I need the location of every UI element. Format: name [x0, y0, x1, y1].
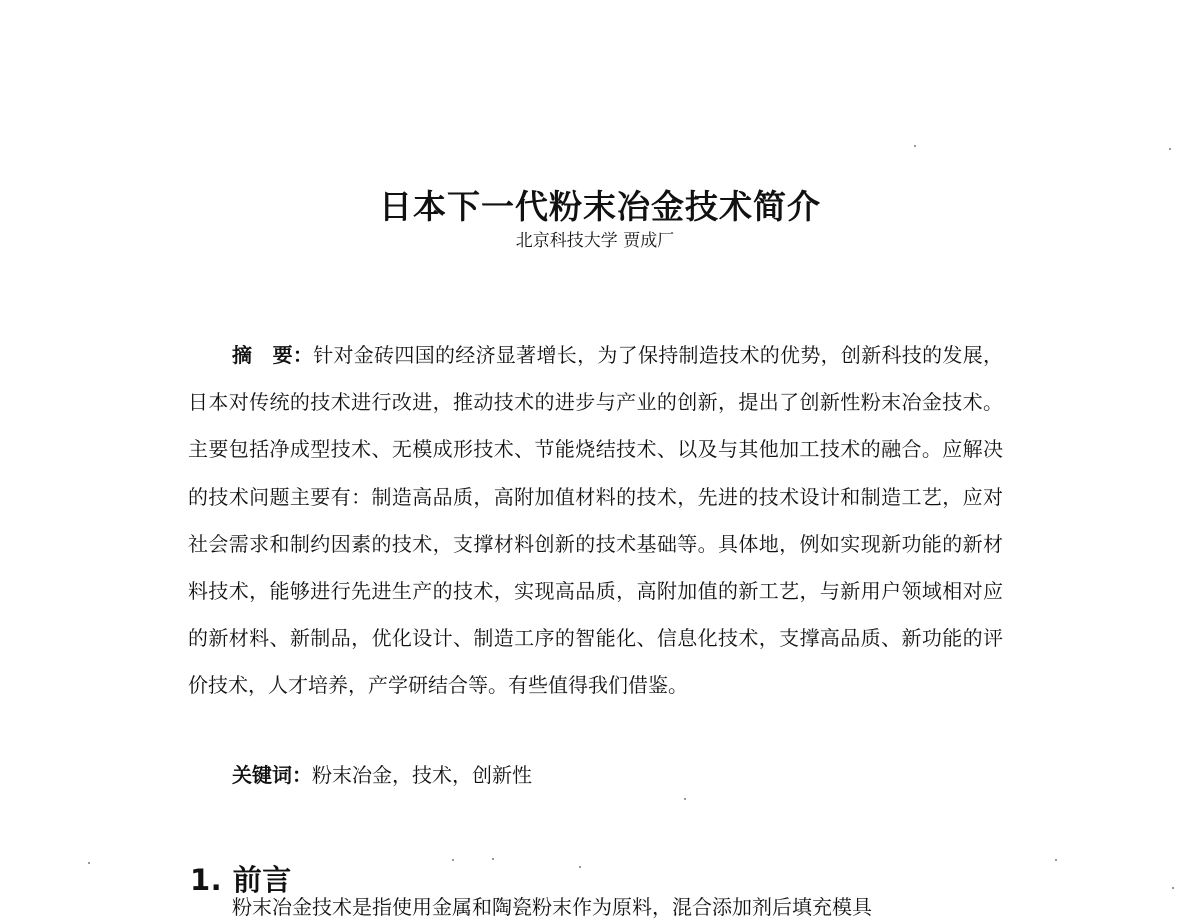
- scan-speck: [492, 858, 494, 860]
- keywords-label: 关键词：: [232, 763, 312, 787]
- keywords-text: 粉末冶金，技术，创新性: [312, 763, 532, 787]
- section-heading-introduction: 1. 前言: [190, 863, 292, 898]
- scan-speck: [1169, 148, 1171, 150]
- scan-speck: [1055, 859, 1057, 861]
- abstract-paragraph: [188, 332, 1003, 710]
- keywords-paragraph: [232, 752, 532, 799]
- partial-body-line: 粉末冶金技术是指使用金属和陶瓷粉末作为原料，混合添加剂后填充模具: [232, 895, 872, 919]
- scan-speck: [88, 862, 90, 864]
- scan-speck: [914, 145, 916, 147]
- scan-speck: [684, 798, 686, 800]
- paper-title: 日本下一代粉末冶金技术简介: [379, 187, 821, 227]
- scan-speck: [452, 859, 454, 861]
- author-affiliation: 北京科技大学 贾成厂: [515, 231, 675, 251]
- abstract-text: 针对金砖四国的经济显著增长，为了保持制造技术的优势，创新科技的发展，日本对传统的技术进行改进，推动技术的进步与产业的创新，提出了创新性粉末冶金技术。主要包括净成型技术、无模成形技术、节能烧结技术、以及与其他加工技术的融合。应解决的技术问题主要有：制造高品质，高附加值材料的技术，先进的技术设计和制造工艺，应对社会需求和制约因素的技术，支撑材料创新的技术基础等。具体地，例如实现新功能的新材料技术，能够进行先进生产的技术，实现高品质，高附加值的新工艺，与新用户领域相对应的新材料、新制品，优化设计、制造工序的智能化、信息化技术，支撑高品质、新功能的评价技术，人才培养，产学研结合等。有些值得我们借鉴。: [188, 343, 1004, 698]
- scan-speck: [579, 866, 581, 868]
- scan-speck: [1172, 887, 1174, 889]
- abstract-label: 摘 要：: [232, 343, 314, 367]
